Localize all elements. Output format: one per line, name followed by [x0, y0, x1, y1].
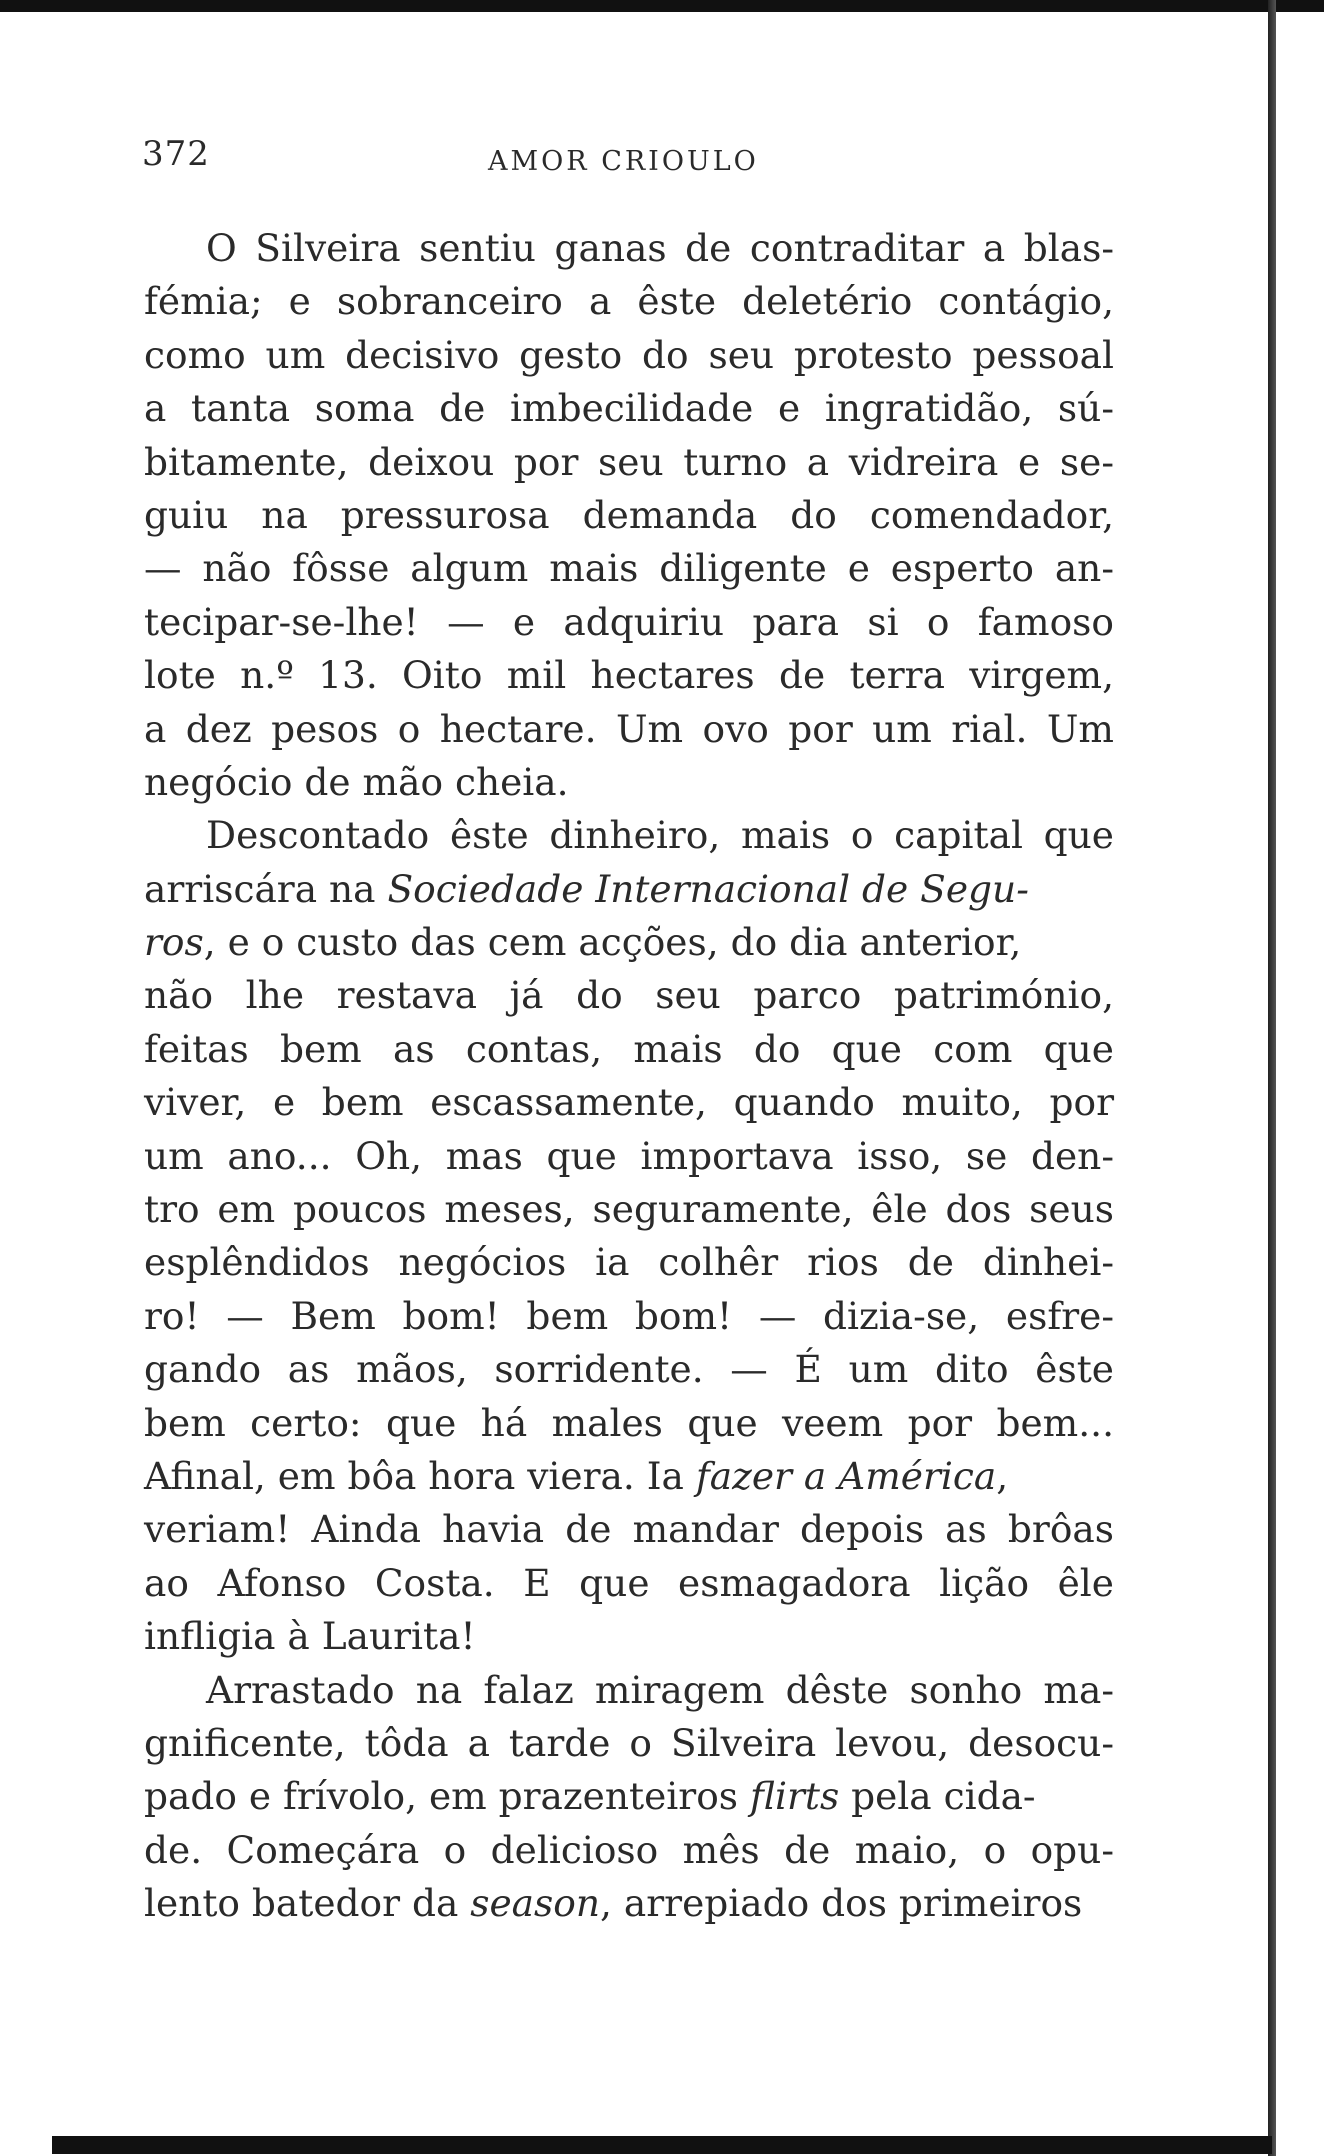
text-line: tro em poucos meses, seguramente, êle dos seus — [144, 1187, 1114, 1232]
text-line: Descontado êste dinheiro, mais o capital que — [206, 813, 1114, 858]
italic-word: flirts — [749, 1774, 840, 1819]
text-line: pado e frívolo, em prazenteiros flirts pela cida- — [144, 1774, 1036, 1819]
text-line: veriam! Ainda havia de mandar depois as brôas — [144, 1507, 1114, 1552]
text-line: O Silveira sentiu ganas de contraditar a blas- — [206, 226, 1114, 270]
text-line: lento batedor da season, arrepiado dos primeiros — [144, 1881, 1083, 1926]
text-line: viver, e bem escassamente, quando muito, por — [144, 1080, 1114, 1125]
page-number: 372 — [142, 134, 210, 174]
right-border-rule — [1268, 0, 1276, 2156]
text-line: lote n.º 13. Oito mil hectares de terra virgem, — [144, 653, 1114, 698]
text-line: bitamente, deixou por seu turno a vidreira e se- — [144, 439, 1114, 484]
italic-phrase: fazer a América — [695, 1453, 997, 1498]
text-line: ao Afonso Costa. E que esmagadora lição êle — [144, 1560, 1114, 1605]
text-line: Arrastado na falaz miragem dêste sonho ma- — [206, 1667, 1114, 1712]
text-line: Afinal, em bôa hora viera. Ia fazer a América, — [144, 1453, 1009, 1498]
text-line: de. Começára o delicioso mês de maio, o opu- — [144, 1827, 1114, 1872]
text-line: tecipar-se-lhe! — e adquiriu para si o famoso — [144, 599, 1114, 644]
text-line: bem certo: que há males que veem por bem... — [144, 1400, 1114, 1445]
text-line: não lhe restava já do seu parco património, — [144, 973, 1114, 1018]
text-line: esplêndidos negócios ia colhêr rios de dinhei- — [144, 1240, 1114, 1285]
text-line: a dez pesos o hectare. Um ovo por um rial. Um — [144, 706, 1114, 751]
running-head: AMOR CRIOULO — [488, 146, 759, 177]
text-line: um ano... Oh, mas que importava isso, se den- — [144, 1133, 1114, 1178]
text-line: — não fôsse algum mais diligente e esperto an- — [144, 546, 1114, 591]
page-header — [142, 134, 1122, 194]
text-line: gnificente, tôda a tarde o Silveira levou, desocu- — [144, 1720, 1114, 1765]
text-line: infligia à Laurita! — [144, 1614, 476, 1659]
text-line: como um decisivo gesto do seu protesto pessoal — [144, 332, 1114, 377]
body-text — [144, 222, 1114, 1931]
text-line: ros, e o custo das cem acções, do dia anterior, — [144, 920, 1022, 965]
text-line: negócio de mão cheia. — [144, 759, 569, 804]
italic-title: Sociedade Internacional de Segu- — [387, 866, 1029, 911]
bottom-border-rule — [52, 2136, 1272, 2154]
text-line: guiu na pressurosa demanda do comendador, — [144, 492, 1114, 537]
italic-word: season — [470, 1881, 601, 1926]
text-line: arriscára na Sociedade Internacional de Segu- — [144, 866, 1029, 911]
italic-title: ros — [144, 920, 204, 965]
text-line: feitas bem as contas, mais do que com que — [144, 1026, 1114, 1071]
top-border-rule — [0, 0, 1324, 12]
text-line: gando as mãos, sorridente. — É um dito êste — [144, 1347, 1114, 1392]
text-line: a tanta soma de imbecilidade e ingratidão, sú- — [144, 386, 1114, 431]
text-line: fémia; e sobranceiro a êste deletério contágio, — [144, 279, 1114, 324]
text-line: ro! — Bem bom! bem bom! — dizia-se, esfre- — [144, 1293, 1114, 1338]
